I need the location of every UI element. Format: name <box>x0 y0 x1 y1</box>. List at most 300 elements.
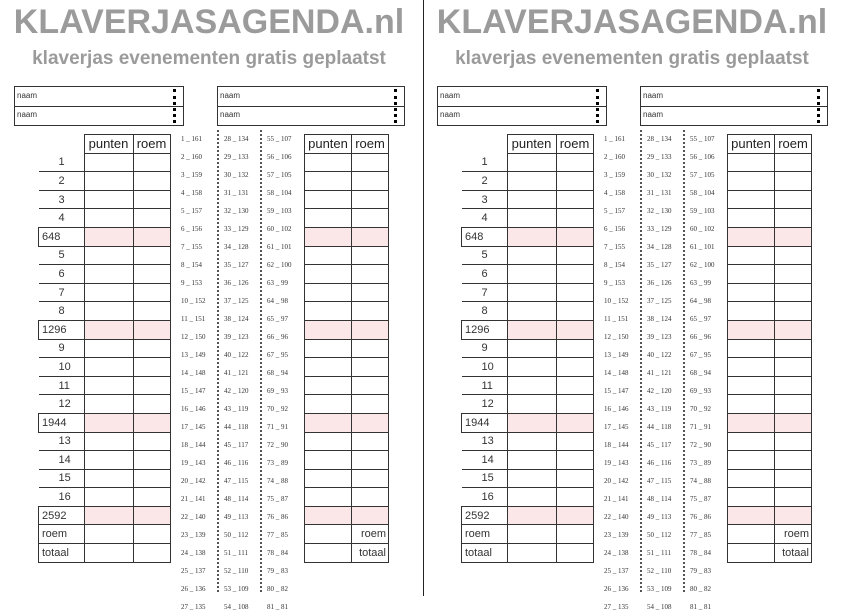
punten-cell[interactable] <box>305 246 352 265</box>
punten-cell[interactable] <box>305 395 352 414</box>
score-pair: 46 _ 116 <box>647 459 672 467</box>
round-number: 2 <box>39 172 85 191</box>
score-pair: 51 _ 111 <box>647 549 671 557</box>
punten-cell[interactable] <box>305 376 352 395</box>
punten-cell[interactable] <box>84 432 133 451</box>
roem-cell[interactable] <box>352 320 389 339</box>
score-pair: 54 _ 108 <box>647 603 672 611</box>
roem-cell[interactable] <box>133 506 170 525</box>
punten-cell[interactable] <box>728 227 775 246</box>
roem-cell[interactable] <box>133 246 170 265</box>
punten-cell[interactable] <box>84 153 133 172</box>
score-pair: 8 _ 154 <box>604 261 625 269</box>
score-pair: 24 _ 138 <box>181 549 206 557</box>
dotted-column-separator <box>683 130 685 592</box>
roem-cell[interactable] <box>775 413 812 432</box>
roem-cell[interactable] <box>775 190 812 209</box>
table-row <box>728 172 812 191</box>
name-label: naam <box>17 91 38 100</box>
roem-cell[interactable] <box>556 413 593 432</box>
score-pair: 78 _ 84 <box>267 549 288 557</box>
punten-cell[interactable] <box>84 358 133 377</box>
roem-cell[interactable] <box>556 172 593 191</box>
round-number: 2 <box>462 172 508 191</box>
score-pair: 12 _ 150 <box>604 333 629 341</box>
roem-cell[interactable] <box>556 395 593 414</box>
name-label: naam <box>440 110 461 119</box>
roem-cell[interactable] <box>556 265 593 284</box>
punten-cell[interactable] <box>305 506 352 525</box>
score-pair: 44 _ 118 <box>224 423 249 431</box>
punten-cell[interactable] <box>84 339 133 358</box>
dotted-column-separator <box>217 130 219 592</box>
roem-cell[interactable] <box>556 432 593 451</box>
punten-cell[interactable] <box>84 320 133 339</box>
roem-cell[interactable] <box>775 395 812 414</box>
score-pair: 58 _ 104 <box>690 189 715 197</box>
score-pair: 77 _ 85 <box>267 531 288 539</box>
roem-cell[interactable] <box>775 172 812 191</box>
score-pair: 3 _ 159 <box>181 171 202 179</box>
score-pair: 26 _ 136 <box>604 585 629 593</box>
score-pair: 34 _ 128 <box>647 243 672 251</box>
roem-cell[interactable] <box>352 283 389 302</box>
roem-cell[interactable] <box>775 283 812 302</box>
punten-cell[interactable] <box>305 413 352 432</box>
punten-cell[interactable] <box>84 413 133 432</box>
team-name-box[interactable] <box>14 86 184 126</box>
roem-cell[interactable] <box>352 395 389 414</box>
roem-cell[interactable] <box>133 451 170 470</box>
punten-cell[interactable] <box>305 488 352 507</box>
table-row <box>305 246 389 265</box>
score-pair: 47 _ 115 <box>224 477 249 485</box>
punten-cell[interactable] <box>728 506 775 525</box>
punten-cell[interactable] <box>507 153 556 172</box>
punten-cell[interactable] <box>84 506 133 525</box>
punten-cell[interactable] <box>84 525 133 544</box>
punten-cell[interactable] <box>728 302 775 321</box>
round-number: 5 <box>462 246 508 265</box>
roem-cell[interactable] <box>556 506 593 525</box>
punten-cell[interactable] <box>84 488 133 507</box>
score-pair: 14 _ 148 <box>604 369 629 377</box>
score-pair: 42 _ 120 <box>647 387 672 395</box>
punten-cell[interactable] <box>507 358 556 377</box>
table-row <box>305 283 389 302</box>
table-row <box>305 469 389 488</box>
score-pair: 63 _ 99 <box>690 279 711 287</box>
table-row <box>305 302 389 321</box>
round-number: 13 <box>462 432 508 451</box>
page-title: KLAVERJASAGENDA.nl <box>13 3 405 41</box>
score-column <box>690 130 715 616</box>
score-pair: 45 _ 117 <box>224 441 249 449</box>
roem-cell[interactable] <box>133 525 170 544</box>
roem-cell[interactable] <box>133 432 170 451</box>
score-pair: 21 _ 141 <box>181 495 206 503</box>
roem-cell[interactable] <box>352 432 389 451</box>
roem-cell[interactable] <box>775 265 812 284</box>
punten-cell[interactable] <box>728 153 775 172</box>
roem-cell[interactable] <box>133 265 170 284</box>
roem-cell[interactable] <box>352 246 389 265</box>
punten-cell[interactable] <box>507 525 556 544</box>
roem-cell[interactable] <box>133 376 170 395</box>
score-pair: 32 _ 130 <box>224 207 249 215</box>
punten-cell[interactable] <box>728 283 775 302</box>
punten-cell[interactable] <box>728 209 775 228</box>
punten-cell[interactable] <box>728 172 775 191</box>
punten-cell[interactable] <box>84 283 133 302</box>
roem-cell[interactable] <box>133 209 170 228</box>
team-name-box[interactable] <box>217 86 405 126</box>
punten-cell[interactable] <box>507 246 556 265</box>
table-row <box>462 376 594 395</box>
table-row <box>728 227 812 246</box>
table-row <box>728 265 812 284</box>
table-row <box>39 358 171 377</box>
header-roem: roem <box>133 135 170 154</box>
table-row <box>728 451 812 470</box>
punten-cell[interactable] <box>305 544 352 563</box>
roem-cell[interactable] <box>775 339 812 358</box>
roem-cell[interactable] <box>556 302 593 321</box>
score-pair: 75 _ 87 <box>690 495 711 503</box>
roem-cell[interactable] <box>775 451 812 470</box>
score-pair: 41 _ 121 <box>224 369 249 377</box>
score-pair: 60 _ 102 <box>267 225 292 233</box>
punten-cell[interactable] <box>84 544 133 563</box>
roem-cell[interactable] <box>133 339 170 358</box>
header-punten: punten <box>728 135 775 154</box>
roem-cell[interactable] <box>133 172 170 191</box>
punten-cell[interactable] <box>507 320 556 339</box>
roem-cell[interactable] <box>556 376 593 395</box>
punten-cell[interactable] <box>84 227 133 246</box>
punten-cell[interactable] <box>507 265 556 284</box>
roem-cell[interactable] <box>556 320 593 339</box>
punten-cell[interactable] <box>728 376 775 395</box>
subtotal-label: 2592 <box>462 506 508 525</box>
score-pair: 7 _ 155 <box>604 243 625 251</box>
roem-cell[interactable] <box>775 153 812 172</box>
score-pair: 35 _ 127 <box>647 261 672 269</box>
punten-cell[interactable] <box>84 246 133 265</box>
score-pair: 18 _ 144 <box>604 441 629 449</box>
score-pair: 33 _ 129 <box>224 225 249 233</box>
roem-cell[interactable] <box>133 320 170 339</box>
punten-cell[interactable] <box>84 172 133 191</box>
punten-cell[interactable] <box>305 227 352 246</box>
punten-cell[interactable] <box>728 544 775 563</box>
roem-cell[interactable] <box>352 358 389 377</box>
punten-cell[interactable] <box>507 339 556 358</box>
punten-cell[interactable] <box>305 469 352 488</box>
punten-cell[interactable] <box>507 172 556 191</box>
punten-cell[interactable] <box>305 302 352 321</box>
score-pair: 72 _ 90 <box>267 441 288 449</box>
score-pair: 18 _ 144 <box>181 441 206 449</box>
score-pair: 61 _ 101 <box>690 243 715 251</box>
score-pair: 79 _ 83 <box>690 567 711 575</box>
roem-cell[interactable] <box>133 413 170 432</box>
roem-cell[interactable] <box>775 469 812 488</box>
punten-cell[interactable] <box>84 265 133 284</box>
roem-cell[interactable] <box>352 506 389 525</box>
roem-cell[interactable] <box>133 469 170 488</box>
punten-cell[interactable] <box>728 525 775 544</box>
roem-cell[interactable] <box>352 265 389 284</box>
punten-cell[interactable] <box>728 469 775 488</box>
punten-cell[interactable] <box>507 395 556 414</box>
roem-cell[interactable] <box>352 488 389 507</box>
round-number: 5 <box>39 246 85 265</box>
table-row <box>39 395 171 414</box>
header-punten: punten <box>507 135 556 154</box>
score-pair: 61 _ 101 <box>267 243 292 251</box>
table-row <box>462 525 594 544</box>
round-number: 14 <box>39 451 85 470</box>
score-pair: 60 _ 102 <box>690 225 715 233</box>
score-pair: 38 _ 124 <box>224 315 249 323</box>
punten-cell[interactable] <box>305 172 352 191</box>
roem-cell[interactable] <box>556 544 593 563</box>
score-pair: 55 _ 107 <box>690 135 715 143</box>
score-pair: 66 _ 96 <box>267 333 288 341</box>
punten-cell[interactable] <box>728 488 775 507</box>
roem-cell[interactable] <box>775 358 812 377</box>
roem-cell[interactable] <box>352 172 389 191</box>
roem-cell[interactable] <box>556 358 593 377</box>
score-pair: 48 _ 114 <box>647 495 672 503</box>
score-pair: 10 _ 152 <box>604 297 629 305</box>
roem-cell[interactable] <box>352 339 389 358</box>
punten-cell[interactable] <box>84 451 133 470</box>
punten-cell[interactable] <box>305 432 352 451</box>
roem-cell[interactable] <box>556 525 593 544</box>
punten-cell[interactable] <box>507 376 556 395</box>
punten-cell[interactable] <box>507 488 556 507</box>
punten-cell[interactable] <box>305 451 352 470</box>
roem-cell[interactable] <box>775 302 812 321</box>
roem-cell[interactable] <box>775 227 812 246</box>
roem-cell[interactable] <box>775 506 812 525</box>
punten-cell[interactable] <box>305 320 352 339</box>
punten-cell[interactable] <box>507 451 556 470</box>
punten-cell[interactable] <box>84 395 133 414</box>
table-row <box>728 246 812 265</box>
punten-cell[interactable] <box>507 506 556 525</box>
punten-cell[interactable] <box>507 283 556 302</box>
score-pair: 70 _ 92 <box>690 405 711 413</box>
score-pair: 35 _ 127 <box>224 261 249 269</box>
score-pair: 48 _ 114 <box>224 495 249 503</box>
score-pair: 62 _ 100 <box>690 261 715 269</box>
punten-cell[interactable] <box>84 209 133 228</box>
roem-cell[interactable] <box>133 544 170 563</box>
roem-cell[interactable] <box>133 395 170 414</box>
round-number: 9 <box>462 339 508 358</box>
punten-cell[interactable] <box>728 413 775 432</box>
table-row <box>305 544 389 563</box>
name-label: naam <box>220 91 241 100</box>
table-row <box>39 320 171 339</box>
roem-cell[interactable] <box>556 209 593 228</box>
roem-cell[interactable] <box>556 283 593 302</box>
header-punten: punten <box>84 135 133 154</box>
score-pair: 31 _ 131 <box>647 189 672 197</box>
score-pair: 1 _ 161 <box>181 135 202 143</box>
table-row <box>462 153 594 172</box>
roem-cell[interactable] <box>352 376 389 395</box>
punten-cell[interactable] <box>507 227 556 246</box>
roem-cell[interactable] <box>556 469 593 488</box>
punten-cell[interactable] <box>728 320 775 339</box>
roem-cell[interactable] <box>556 451 593 470</box>
score-pair: 45 _ 117 <box>647 441 672 449</box>
punten-cell[interactable] <box>728 451 775 470</box>
score-pair: 43 _ 119 <box>224 405 249 413</box>
table-row <box>39 283 171 302</box>
roem-cell[interactable] <box>775 432 812 451</box>
subtotal-label: 1944 <box>462 413 508 432</box>
punten-cell[interactable] <box>305 190 352 209</box>
punten-cell[interactable] <box>507 209 556 228</box>
roem-cell[interactable] <box>775 376 812 395</box>
punten-cell[interactable] <box>507 432 556 451</box>
punten-cell[interactable] <box>728 246 775 265</box>
table-row <box>305 190 389 209</box>
subtotal-label: 1944 <box>39 413 85 432</box>
roem-cell[interactable] <box>133 283 170 302</box>
punten-cell[interactable] <box>507 190 556 209</box>
name-label: naam <box>220 110 241 119</box>
score-pair: 70 _ 92 <box>267 405 288 413</box>
roem-cell[interactable] <box>556 488 593 507</box>
table-row <box>305 172 389 191</box>
round-number: 16 <box>462 488 508 507</box>
table-row <box>462 172 594 191</box>
roem-cell[interactable] <box>775 488 812 507</box>
page-divider <box>423 0 424 596</box>
punten-cell[interactable] <box>305 265 352 284</box>
score-pair: 69 _ 93 <box>690 387 711 395</box>
roem-cell[interactable] <box>133 190 170 209</box>
table-row <box>305 320 389 339</box>
roem-cell[interactable] <box>133 488 170 507</box>
punten-cell[interactable] <box>84 376 133 395</box>
score-pair: 44 _ 118 <box>647 423 672 431</box>
score-pair: 57 _ 105 <box>690 171 715 179</box>
punten-cell[interactable] <box>305 358 352 377</box>
header-roem: roem <box>352 135 389 154</box>
footer-label: roem <box>39 525 85 544</box>
punten-cell[interactable] <box>305 525 352 544</box>
roem-cell[interactable] <box>133 227 170 246</box>
roem-cell[interactable] <box>352 153 389 172</box>
score-pair: 24 _ 138 <box>604 549 629 557</box>
roem-cell[interactable] <box>775 246 812 265</box>
table-row <box>39 153 171 172</box>
punten-cell[interactable] <box>305 339 352 358</box>
score-pair: 80 _ 82 <box>690 585 711 593</box>
scoresheet <box>427 0 837 611</box>
table-row <box>305 209 389 228</box>
punten-cell[interactable] <box>728 358 775 377</box>
score-pair: 41 _ 121 <box>647 369 672 377</box>
table-row <box>305 376 389 395</box>
roem-cell[interactable] <box>556 227 593 246</box>
subtotal-label: 648 <box>39 227 85 246</box>
punten-cell[interactable] <box>507 469 556 488</box>
roem-cell[interactable] <box>133 302 170 321</box>
score-pair: 16 _ 146 <box>181 405 206 413</box>
score-pair: 9 _ 153 <box>181 279 202 287</box>
table-row <box>462 190 594 209</box>
punten-cell[interactable] <box>84 469 133 488</box>
table-row <box>39 506 171 525</box>
roem-cell[interactable] <box>556 153 593 172</box>
punten-cell[interactable] <box>84 190 133 209</box>
punten-cell[interactable] <box>305 283 352 302</box>
punten-cell[interactable] <box>84 302 133 321</box>
punten-cell[interactable] <box>728 265 775 284</box>
roem-cell[interactable] <box>133 153 170 172</box>
table-row <box>305 525 389 544</box>
punten-cell[interactable] <box>507 302 556 321</box>
table-header-row <box>305 135 389 154</box>
roem-cell[interactable] <box>352 451 389 470</box>
team-name-box[interactable] <box>437 86 607 126</box>
roem-cell[interactable] <box>352 469 389 488</box>
table-header-row <box>728 135 812 154</box>
roem-cell[interactable] <box>352 302 389 321</box>
punten-cell[interactable] <box>507 413 556 432</box>
round-number: 7 <box>39 283 85 302</box>
roem-cell[interactable] <box>352 190 389 209</box>
punten-cell[interactable] <box>728 190 775 209</box>
punten-cell[interactable] <box>728 339 775 358</box>
roem-cell[interactable] <box>775 209 812 228</box>
roem-cell[interactable] <box>133 358 170 377</box>
punten-cell[interactable] <box>728 432 775 451</box>
punten-cell[interactable] <box>305 153 352 172</box>
table-header-row <box>462 135 594 154</box>
roem-cell[interactable] <box>352 209 389 228</box>
punten-cell[interactable] <box>728 395 775 414</box>
score-pair: 39 _ 123 <box>647 333 672 341</box>
punten-cell[interactable] <box>305 209 352 228</box>
roem-cell[interactable] <box>556 339 593 358</box>
roem-cell[interactable] <box>556 246 593 265</box>
score-pair: 1 _ 161 <box>604 135 625 143</box>
roem-cell[interactable] <box>352 227 389 246</box>
roem-cell[interactable] <box>775 320 812 339</box>
table-row <box>728 544 812 563</box>
score-pair: 36 _ 126 <box>647 279 672 287</box>
table-row <box>305 339 389 358</box>
roem-cell[interactable] <box>556 190 593 209</box>
subtotal-label: 1296 <box>462 320 508 339</box>
punten-cell[interactable] <box>507 544 556 563</box>
roem-cell[interactable] <box>352 413 389 432</box>
score-pair: 43 _ 119 <box>647 405 672 413</box>
score-pair: 5 _ 157 <box>604 207 625 215</box>
page-title: KLAVERJASAGENDA.nl <box>436 3 828 41</box>
round-number: 11 <box>462 376 508 395</box>
team-name-box[interactable] <box>640 86 828 126</box>
